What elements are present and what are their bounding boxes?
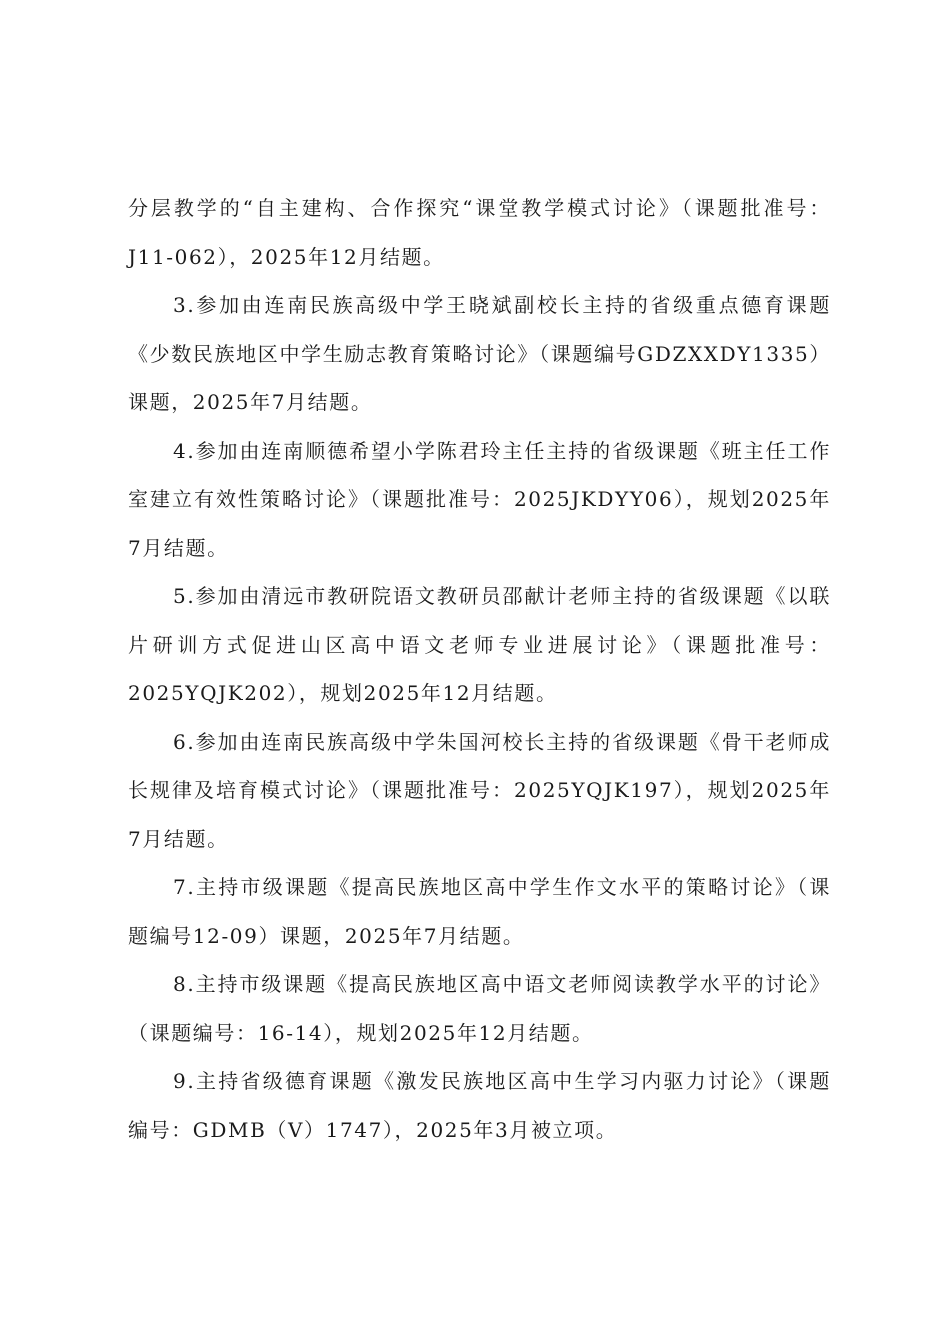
paragraph-continuation: 分层教学的“自主建构、合作探究“课堂教学模式讨论》（课题批准号：J11-062），2025年12月结题。 (128, 196, 831, 269)
paragraph-item-8: 8.主持市级课题《提高民族地区高中语文老师阅读教学水平的讨论》（课题编号：16-14），规划2025年12月结题。 (128, 972, 831, 1045)
paragraph-item-9: 9.主持省级德育课题《激发民族地区高中生学习内驱力讨论》（课题编号：GDMB（Ⅴ）1747），2025年3月被立项。 (128, 1069, 831, 1142)
paragraph-item-3: 3.参加由连南民族高级中学王晓斌副校长主持的省级重点德育课题《少数民族地区中学生励志教育策略讨论》（课题编号GDZXXDY1335）课题，2025年7月结题。 (128, 293, 831, 414)
paragraph-item-6: 6.参加由连南民族高级中学朱国河校长主持的省级课题《骨干老师成长规律及培育模式讨论》（课题批准号：2025YQJK197），规划2025年7月结题。 (128, 729, 831, 851)
paragraph-item-4: 4.参加由连南顺德希望小学陈君玲主任主持的省级课题《班主任工作室建立有效性策略讨论》（课题批准号：2025JKDYY06），规划2025年7月结题。 (128, 438, 831, 560)
paragraph-item-7: 7.主持市级课题《提高民族地区高中学生作文水平的策略讨论》（课题编号12-09）课题，2025年7月结题。 (128, 875, 831, 948)
paragraph-item-5: 5.参加由清远市教研院语文教研员邵献计老师主持的省级课题《以联片研训方式促进山区高中语文老师专业进展讨论》（课题批准号：2025YQJK202），规划2025年12月结题。 (128, 584, 831, 705)
document-body (128, 184, 831, 1154)
